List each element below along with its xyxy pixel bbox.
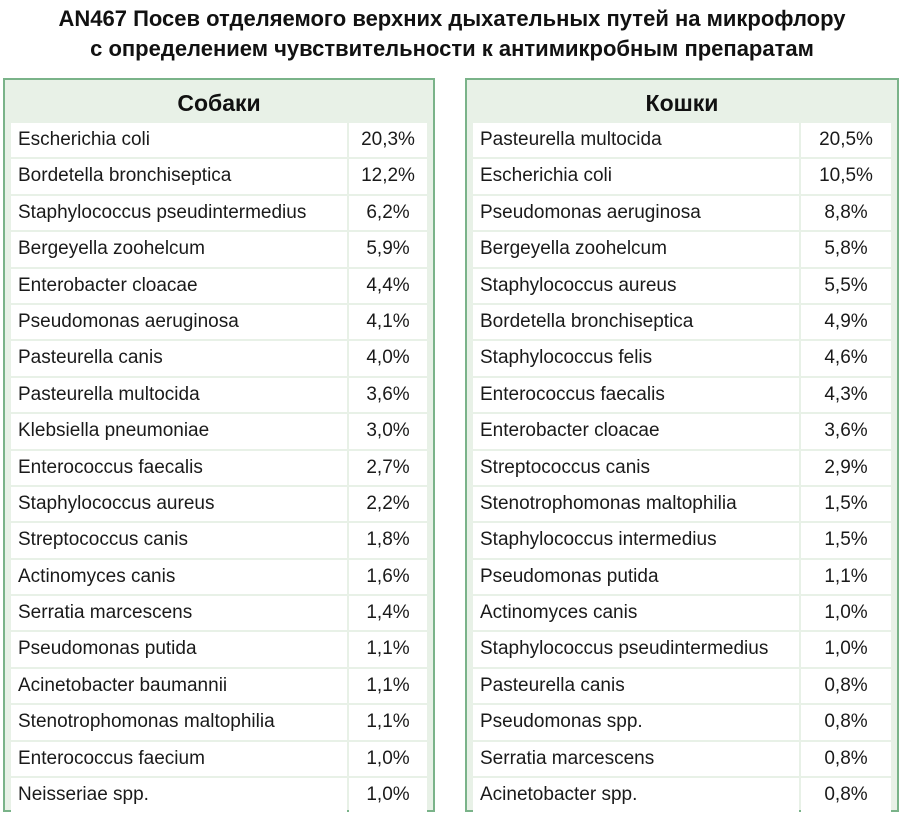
organism-name: Staphylococcus intermedius	[473, 523, 799, 557]
organism-name: Pseudomonas aeruginosa	[473, 196, 799, 230]
cats-table-row	[473, 558, 891, 594]
organism-name: Pseudomonas aeruginosa	[11, 305, 347, 339]
percentage-value: 2,2%	[349, 487, 427, 521]
dogs-table-row	[11, 740, 427, 776]
cats-table-row	[473, 630, 891, 666]
organism-name: Serratia marcescens	[11, 596, 347, 630]
dogs-table	[3, 78, 435, 812]
cats-table-row	[473, 449, 891, 485]
dogs-table-row	[11, 521, 427, 557]
percentage-value: 1,1%	[349, 632, 427, 666]
percentage-value: 1,5%	[801, 487, 891, 521]
organism-name: Streptococcus canis	[473, 451, 799, 485]
dogs-table-row	[11, 121, 427, 157]
dogs-table-row	[11, 339, 427, 375]
percentage-value: 1,0%	[801, 632, 891, 666]
organism-name: Pseudomonas putida	[11, 632, 347, 666]
percentage-value: 0,8%	[801, 705, 891, 739]
percentage-value: 1,5%	[801, 523, 891, 557]
percentage-value: 1,1%	[349, 669, 427, 703]
dogs-table-row	[11, 303, 427, 339]
percentage-value: 4,9%	[801, 305, 891, 339]
page-title	[0, 4, 904, 64]
percentage-value: 4,1%	[349, 305, 427, 339]
cats-table-row	[473, 776, 891, 812]
organism-name: Enterococcus faecalis	[473, 378, 799, 412]
cats-table-row	[473, 740, 891, 776]
percentage-value: 0,8%	[801, 742, 891, 776]
organism-name: Neisseriae spp.	[11, 778, 347, 812]
organism-name: Enterobacter cloacae	[11, 269, 347, 303]
organism-name: Enterobacter cloacae	[473, 414, 799, 448]
organism-name: Bordetella bronchiseptica	[473, 305, 799, 339]
percentage-value: 5,8%	[801, 232, 891, 266]
percentage-value: 20,5%	[801, 123, 891, 157]
organism-name: Acinetobacter spp.	[473, 778, 799, 812]
percentage-value: 1,0%	[801, 596, 891, 630]
percentage-value: 1,0%	[349, 742, 427, 776]
cats-table-row	[473, 521, 891, 557]
organism-name: Pasteurella canis	[11, 341, 347, 375]
cats-table-rows	[473, 121, 891, 812]
organism-name: Pasteurella multocida	[473, 123, 799, 157]
organism-name: Bordetella bronchiseptica	[11, 159, 347, 193]
percentage-value: 3,6%	[801, 414, 891, 448]
percentage-value: 1,6%	[349, 560, 427, 594]
percentage-value: 3,6%	[349, 378, 427, 412]
title-line-1: AN467 Посев отделяемого верхних дыхательных путей на микрофлору	[58, 6, 846, 31]
organism-name: Bergeyella zoohelcum	[11, 232, 347, 266]
cats-table-row	[473, 230, 891, 266]
title-line-2: с определением чувствительности к антимикробным препаратам	[90, 36, 814, 61]
percentage-value: 2,9%	[801, 451, 891, 485]
cats-table-row	[473, 339, 891, 375]
organism-name: Pseudomonas spp.	[473, 705, 799, 739]
dogs-table-row	[11, 485, 427, 521]
cats-table-row	[473, 667, 891, 703]
organism-name: Staphylococcus aureus	[11, 487, 347, 521]
dogs-table-row	[11, 412, 427, 448]
cats-table-row	[473, 121, 891, 157]
organism-name: Staphylococcus pseudintermedius	[473, 632, 799, 666]
dogs-table-row	[11, 594, 427, 630]
cats-table-row	[473, 303, 891, 339]
organism-name: Stenotrophomonas maltophilia	[11, 705, 347, 739]
dogs-table-row	[11, 703, 427, 739]
percentage-value: 4,0%	[349, 341, 427, 375]
dogs-table-row	[11, 157, 427, 193]
organism-name: Enterococcus faecalis	[11, 451, 347, 485]
percentage-value: 1,0%	[349, 778, 427, 812]
organism-name: Serratia marcescens	[473, 742, 799, 776]
dogs-table-rows	[11, 121, 427, 812]
percentage-value: 0,8%	[801, 669, 891, 703]
organism-name: Escherichia coli	[11, 123, 347, 157]
dogs-table-row	[11, 376, 427, 412]
organism-name: Streptococcus canis	[11, 523, 347, 557]
organism-name: Bergeyella zoohelcum	[473, 232, 799, 266]
organism-name: Acinetobacter baumannii	[11, 669, 347, 703]
percentage-value: 1,1%	[349, 705, 427, 739]
cats-table-row	[473, 594, 891, 630]
organism-name: Enterococcus faecium	[11, 742, 347, 776]
percentage-value: 10,5%	[801, 159, 891, 193]
organism-name: Staphylococcus pseudintermedius	[11, 196, 347, 230]
organism-name: Actinomyces canis	[11, 560, 347, 594]
organism-name: Staphylococcus aureus	[473, 269, 799, 303]
cats-table-row	[473, 376, 891, 412]
organism-name: Escherichia coli	[473, 159, 799, 193]
percentage-value: 6,2%	[349, 196, 427, 230]
organism-name: Pasteurella multocida	[11, 378, 347, 412]
percentage-value: 4,4%	[349, 269, 427, 303]
organism-name: Actinomyces canis	[473, 596, 799, 630]
dogs-table-row	[11, 558, 427, 594]
percentage-value: 5,9%	[349, 232, 427, 266]
cats-table-row	[473, 194, 891, 230]
cats-table-row	[473, 703, 891, 739]
organism-name: Staphylococcus felis	[473, 341, 799, 375]
dogs-table-row	[11, 267, 427, 303]
dogs-table-row	[11, 449, 427, 485]
cats-table	[465, 78, 899, 812]
dogs-table-row	[11, 776, 427, 812]
percentage-value: 1,8%	[349, 523, 427, 557]
organism-name: Pseudomonas putida	[473, 560, 799, 594]
percentage-value: 3,0%	[349, 414, 427, 448]
dogs-table-row	[11, 630, 427, 666]
percentage-value: 4,3%	[801, 378, 891, 412]
percentage-value: 12,2%	[349, 159, 427, 193]
percentage-value: 4,6%	[801, 341, 891, 375]
percentage-value: 20,3%	[349, 123, 427, 157]
organism-name: Pasteurella canis	[473, 669, 799, 703]
percentage-value: 1,4%	[349, 596, 427, 630]
cats-table-row	[473, 485, 891, 521]
dogs-table-header: Собаки	[177, 90, 261, 116]
cats-table-row	[473, 267, 891, 303]
dogs-table-row	[11, 194, 427, 230]
percentage-value: 2,7%	[349, 451, 427, 485]
percentage-value: 8,8%	[801, 196, 891, 230]
percentage-value: 1,1%	[801, 560, 891, 594]
cats-table-row	[473, 412, 891, 448]
cats-table-row	[473, 157, 891, 193]
cats-table-header: Кошки	[645, 90, 719, 116]
organism-name: Klebsiella pneumoniae	[11, 414, 347, 448]
percentage-value: 0,8%	[801, 778, 891, 812]
dogs-table-row	[11, 230, 427, 266]
dogs-table-row	[11, 667, 427, 703]
organism-name: Stenotrophomonas maltophilia	[473, 487, 799, 521]
percentage-value: 5,5%	[801, 269, 891, 303]
